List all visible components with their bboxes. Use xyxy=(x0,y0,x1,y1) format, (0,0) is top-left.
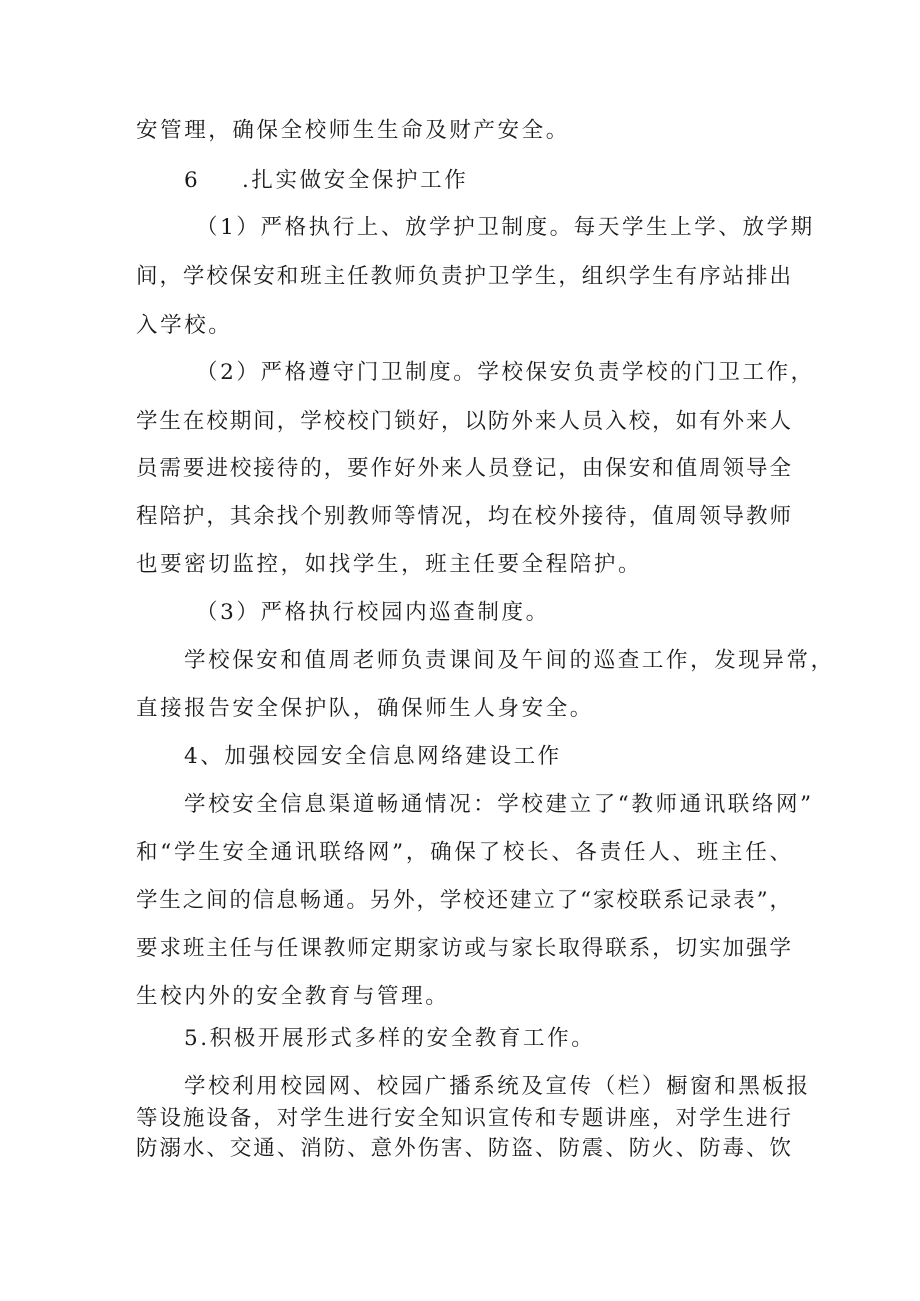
paragraph-line: （3）严格执行校园内巡查制度。 xyxy=(196,600,550,625)
paragraph-line: 也要密切监控，如找学生，班主任要全程陪护。 xyxy=(136,552,643,577)
paragraph-line: 程陪护，其余找个别教师等情况，均在校外接待，值周领导教师 xyxy=(136,504,791,529)
paragraph-line: 安管理，确保全校师生生命及财产安全。 xyxy=(136,118,570,143)
paragraph-line: 学校安全信息渠道畅通情况：学校建立了“教师通讯联络网” xyxy=(184,792,814,817)
paragraph-line: 间，学校保安和班主任教师负责护卫学生，组织学生有序站排出 xyxy=(136,264,791,289)
paragraph-line: 要求班主任与任课教师定期家访或与家长取得联系，切实加强学 xyxy=(136,936,791,961)
paragraph-line: 学生在校期间，学校校门锁好，以防外来人员入校，如有外来人 xyxy=(136,409,791,434)
paragraph-line: （2）严格遵守门卫制度。学校保安负责学校的门卫工作， xyxy=(196,360,815,385)
paragraph-line: 员需要进校接待的，要作好外来人员登记，由保安和值周领导全 xyxy=(136,456,791,481)
paragraph-line: （1）严格执行上、放学护卫制度。每天学生上学、放学期 xyxy=(196,215,815,240)
paragraph-line: 学校保安和值周老师负责课间及午间的巡查工作，发现异常， xyxy=(184,648,835,673)
paragraph-line: 和“学生安全通讯联络网”，确保了校长、各责任人、班主任、 xyxy=(136,840,791,865)
paragraph-line: 等设施设备，对学生进行安全知识宣传和专题讲座，对学生进行 xyxy=(136,1106,791,1131)
paragraph-line: 入学校。 xyxy=(136,313,233,338)
section-heading-4: 4、加强校园安全信息网络建设工作 xyxy=(184,744,562,769)
section-number: 6 xyxy=(184,168,201,193)
paragraph-line: 学生之间的信息畅通。另外，学校还建立了“家校联系记录表”， xyxy=(136,888,791,913)
section-title: .扎实做安全保护工作 xyxy=(242,168,469,193)
section-heading-5: 5.积极开展形式多样的安全教育工作。 xyxy=(184,1026,596,1051)
paragraph-line: 防溺水、交通、消防、意外伤害、防盗、防震、防火、防毒、饮 xyxy=(136,1136,791,1161)
paragraph-line: 生校内外的安全教育与管理。 xyxy=(136,984,450,1009)
paragraph-line: 直接报告安全保护队，确保师生人身安全。 xyxy=(136,696,594,721)
paragraph-line: 学校利用校园网、校园广播系统及宣传（栏）橱窗和黑板报 xyxy=(184,1074,811,1099)
section-heading-6 xyxy=(184,166,468,196)
